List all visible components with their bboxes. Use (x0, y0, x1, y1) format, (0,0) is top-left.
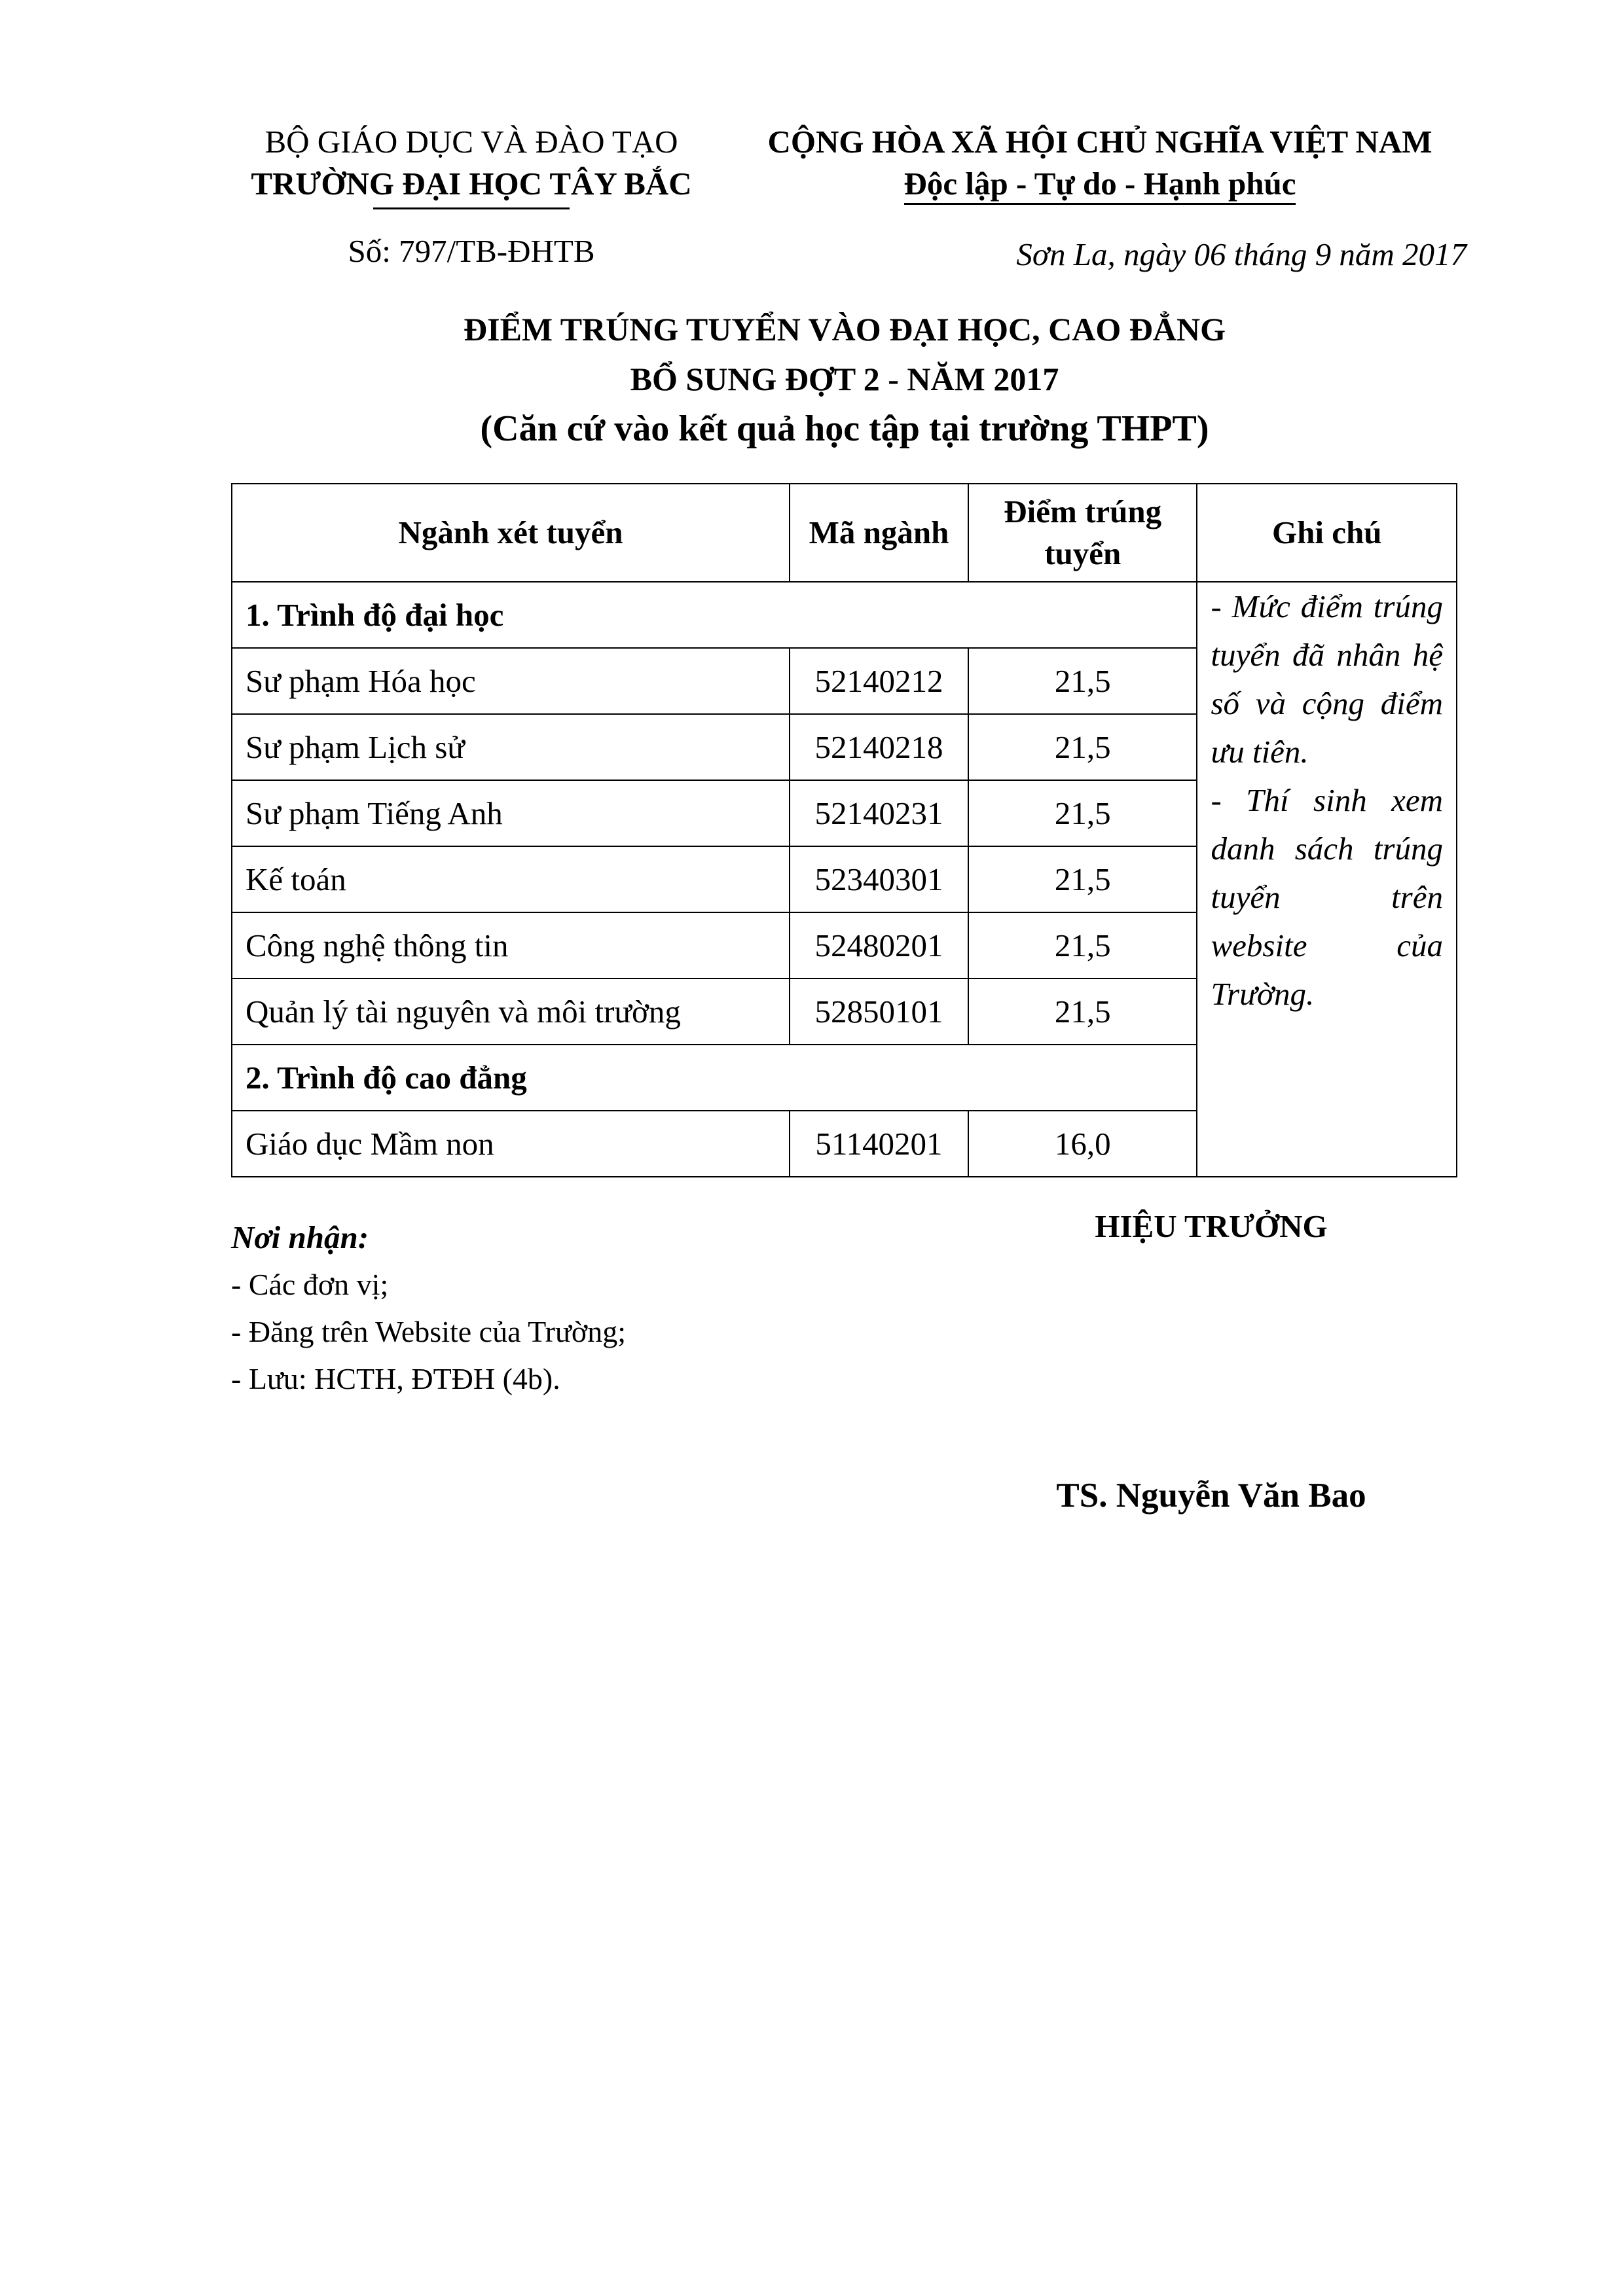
document-title (223, 304, 1467, 454)
title-line-1: ĐIỂM TRÚNG TUYỂN VÀO ĐẠI HỌC, CAO ĐẲNG (464, 311, 1226, 348)
major-cell: Giáo dục Mầm non (232, 1111, 790, 1177)
section-college: 2. Trình độ cao đẳng (232, 1045, 1197, 1111)
score-cell: 21,5 (968, 714, 1197, 780)
code-cell: 52140212 (790, 648, 968, 714)
header-note: Ghi chú (1197, 484, 1457, 582)
recipient-item: - Các đơn vị; (231, 1268, 389, 1301)
score-cell: 21,5 (968, 780, 1197, 846)
document-number: Số: 797/TB-ĐHTB (348, 233, 595, 269)
code-cell: 52140231 (790, 780, 968, 846)
major-cell: Quản lý tài nguyên và môi trường (232, 978, 790, 1045)
place-date: Sơn La, ngày 06 tháng 9 năm 2017 (1016, 236, 1467, 272)
score-cell: 21,5 (968, 846, 1197, 912)
code-cell: 51140201 (790, 1111, 968, 1177)
national-motto: Độc lập - Tự do - Hạnh phúc (904, 165, 1296, 205)
note-line-1: - Mức điểm trúng tuyển đã nhân hệ số và cộng điểm ưu tiên. (1211, 588, 1443, 770)
signer-name: TS. Nguyễn Văn Bao (1056, 1477, 1366, 1515)
title-line-2: BỔ SUNG ĐỢT 2 - NĂM 2017 (630, 361, 1059, 397)
national-header (733, 121, 1467, 205)
major-cell: Sư phạm Hóa học (232, 648, 790, 714)
signer-position: HIỆU TRƯỞNG (1095, 1208, 1328, 1244)
recipient-item: - Đăng trên Website của Trường; (231, 1315, 627, 1348)
ministry-name: BỘ GIÁO DỤC VÀ ĐÀO TẠO (264, 124, 678, 160)
header-code: Mã ngành (790, 484, 968, 582)
code-cell: 52340301 (790, 846, 968, 912)
code-cell: 52850101 (790, 978, 968, 1045)
header-major: Ngành xét tuyển (232, 484, 790, 582)
section-university: 1. Trình độ đại học (232, 582, 1197, 648)
header-score: Điểm trúng tuyển (968, 484, 1197, 582)
recipient-item: - Lưu: HCTH, ĐTĐH (4b). (231, 1362, 560, 1395)
score-cell: 21,5 (968, 978, 1197, 1045)
note-line-2: - Thí sinh xem danh sách trúng tuyển trên website của Trường. (1211, 782, 1443, 1012)
major-cell: Sư phạm Tiếng Anh (232, 780, 790, 846)
table-header-row (232, 484, 1457, 582)
major-cell: Kế toán (232, 846, 790, 912)
school-name: TRƯỜNG ĐẠI HỌC TÂY BẮC (251, 166, 692, 202)
code-cell: 52480201 (790, 912, 968, 978)
school-underline (373, 207, 570, 209)
republic-name: CỘNG HÒA XÃ HỘI CHỦ NGHĨA VIỆT NAM (767, 124, 1432, 160)
section-row-university (232, 582, 1457, 648)
score-cell: 16,0 (968, 1111, 1197, 1177)
admission-score-table (231, 483, 1457, 1177)
note-cell (1197, 582, 1457, 1177)
score-cell: 21,5 (968, 912, 1197, 978)
code-cell: 52140218 (790, 714, 968, 780)
recipients-heading: Nơi nhận: (231, 1219, 369, 1255)
issuer-block (223, 121, 720, 209)
title-line-3: (Căn cứ vào kết quả học tập tại trường THPT) (480, 408, 1209, 449)
major-cell: Công nghệ thông tin (232, 912, 790, 978)
score-cell: 21,5 (968, 648, 1197, 714)
recipients-block (231, 1214, 886, 1403)
major-cell: Sư phạm Lịch sử (232, 714, 790, 780)
